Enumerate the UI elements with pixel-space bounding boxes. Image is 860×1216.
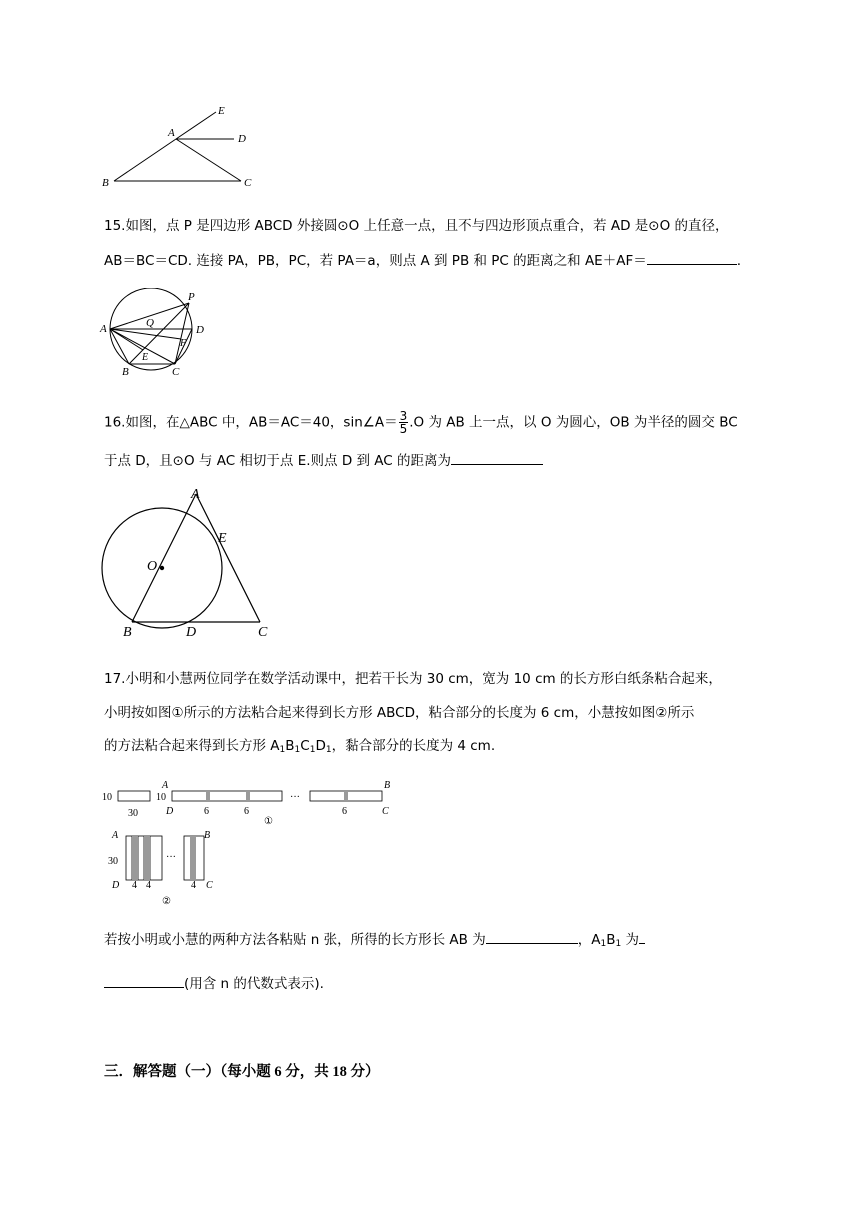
- label-A: A: [168, 127, 175, 139]
- label-Q: Q: [146, 317, 154, 329]
- q17-question-c: 为: [621, 932, 639, 948]
- mark-2: ②: [162, 896, 171, 907]
- q17-line3-b: ，黏合部分的长度为 4 cm.: [331, 738, 496, 754]
- label-A: A: [100, 323, 107, 335]
- figure-16: [96, 484, 276, 644]
- q16-line1-a: 16.如图，在△ABC 中，AB＝AC＝40，sin∠A＝: [104, 414, 398, 431]
- fraction-numerator: 3: [399, 409, 408, 423]
- ellipsis: ···: [166, 852, 176, 863]
- q17-question-a: 若按小明或小慧的两种方法各粘贴 n 张，所得的长方形长 AB 为: [104, 932, 486, 948]
- label-30: 30: [108, 856, 118, 867]
- q16-line1-b: .O 为 AB 上一点，以 O 为圆心，OB 为半径的圆交 BC: [409, 414, 738, 431]
- q17-question-d: (用含 n 的代数式表示).: [184, 976, 324, 992]
- sub-1: 1: [615, 939, 622, 949]
- label-B: B: [384, 780, 391, 791]
- label-B: B: [123, 625, 132, 640]
- label-6b: 6: [244, 806, 249, 817]
- label-B: B: [122, 366, 129, 378]
- fraction-denominator: 5: [399, 422, 408, 436]
- label-C: C: [244, 177, 252, 189]
- label-A: A: [162, 780, 169, 791]
- label-D: D: [238, 133, 246, 145]
- q15-line1: 15.如图，点 P 是四边形 ABCD 外接圆⊙O 上任意一点，且不与四边形顶点重合，若 AD 是⊙O 的直径，: [104, 218, 729, 234]
- q15-line2: [104, 250, 741, 270]
- a1b1-answer-blank-start[interactable]: [639, 929, 645, 944]
- label-C: C: [382, 806, 389, 817]
- label-E: E: [218, 105, 225, 117]
- q15-end: .: [736, 253, 742, 269]
- ab-answer-blank[interactable]: [486, 929, 578, 944]
- q16-line1: [104, 410, 738, 435]
- label-O: O: [147, 559, 158, 574]
- label-A: A: [191, 487, 200, 502]
- figure-15: [98, 288, 218, 380]
- label-F: F: [180, 338, 187, 349]
- sub-1: 1: [294, 745, 301, 755]
- label-C1: C: [206, 880, 213, 891]
- label-4a: 4: [132, 880, 137, 891]
- label-6c: 6: [342, 806, 347, 817]
- label-B1: B: [204, 830, 211, 841]
- q17-line2: 小明按如图①所示的方法粘合起来得到长方形 ABCD，粘合部分的长度为 6 cm，小慧按如图②所示: [104, 705, 695, 721]
- figure-17-2: [104, 826, 234, 908]
- label-D: D: [166, 806, 174, 817]
- q17-question-line2: [104, 973, 324, 993]
- label-30: 30: [128, 808, 138, 819]
- q15-answer-blank[interactable]: [647, 250, 737, 265]
- mark-1: ①: [264, 816, 273, 827]
- label-D1: D: [112, 880, 120, 891]
- label-4c: 4: [191, 880, 196, 891]
- label-C: C: [172, 366, 180, 378]
- sub-1: 1: [325, 745, 332, 755]
- q17-question-b: ，A: [577, 932, 601, 948]
- label-B: B: [102, 177, 109, 189]
- q17-line1: 17.小明和小慧两位同学在数学活动课中，把若干长为 30 cm，宽为 10 cm 的长方形白纸条粘合起来，: [104, 671, 722, 687]
- label-10: 10: [102, 792, 112, 803]
- figure-17-1: [98, 776, 408, 828]
- sub-1: 1: [279, 745, 286, 755]
- label-P: P: [188, 291, 195, 303]
- label-6a: 6: [204, 806, 209, 817]
- q15-line2-text: AB＝BC＝CD. 连接 PA，PB，PC，若 PA＝a，则点 A 到 PB 和 PC 的距离之和 AE＋AF＝: [104, 253, 647, 269]
- label-A1: A: [112, 830, 119, 841]
- label-10b: 10: [156, 792, 166, 803]
- fraction-3-5: [399, 410, 409, 435]
- label-4b: 4: [146, 880, 151, 891]
- label-E: E: [142, 352, 149, 363]
- section-3-heading: 三．解答题（一）（每小题 6 分，共 18 分）: [104, 1064, 380, 1080]
- q16-line2-text: 于点 D，且⊙O 与 AC 相切于点 E.则点 D 到 AC 的距离为: [104, 453, 452, 469]
- label-C: C: [258, 625, 268, 640]
- q17-line3-a: 的方法粘合起来得到长方形 A: [104, 738, 280, 754]
- ellipsis: ···: [290, 792, 300, 803]
- q16-answer-blank[interactable]: [451, 450, 543, 465]
- sub-1: 1: [309, 745, 316, 755]
- figure-14: [96, 100, 266, 192]
- label-D: D: [196, 324, 204, 336]
- a1b1-answer-blank[interactable]: [104, 973, 184, 988]
- label-D: D: [186, 625, 197, 640]
- q16-line2: [104, 450, 543, 470]
- label-E: E: [218, 531, 227, 546]
- q17-line3: 的方法粘合起来得到长方形 $A_1B_1C_1D_1$，黏合部分的长度为 4 cm.: [104, 738, 496, 755]
- q17-question: 若按小明或小慧的两种方法各粘贴 n 张，所得的长方形长 AB 为 ，$A_1B_1$ 为: [104, 929, 645, 953]
- sub-1: 1: [600, 939, 607, 949]
